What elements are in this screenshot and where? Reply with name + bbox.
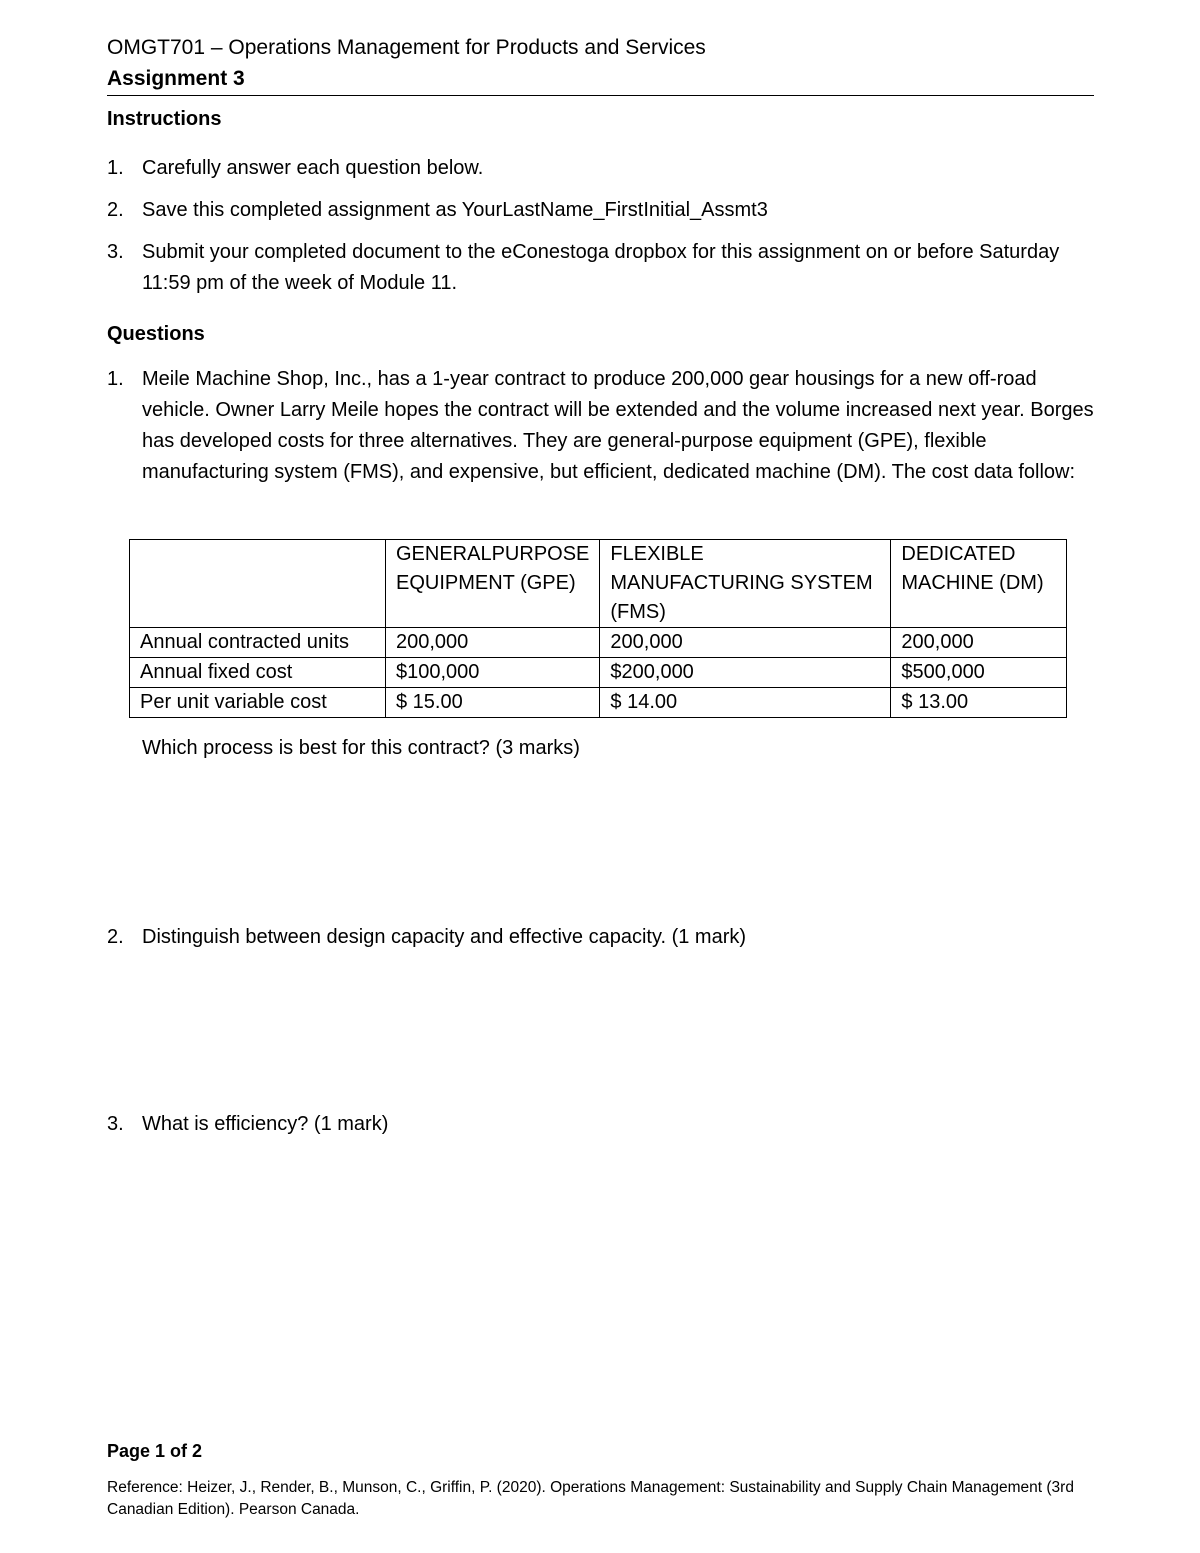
- instruction-text: Submit your completed document to the eConestoga dropbox for this assignment on or before Saturday 11:59 pm of the week of Module 11.: [142, 241, 1060, 294]
- row-label: Per unit variable cost: [130, 688, 386, 718]
- cost-data-table: [129, 539, 1067, 718]
- table-cell: $ 14.00: [600, 688, 891, 718]
- table-header-row: [130, 540, 1067, 628]
- course-title: OMGT701 – Operations Management for Products and Services: [107, 36, 706, 59]
- table-row: [130, 628, 1067, 658]
- instruction-text: Carefully answer each question below.: [142, 157, 484, 179]
- table-cell: $ 15.00: [386, 688, 600, 718]
- row-label: Annual fixed cost: [130, 658, 386, 688]
- table-header-cell: [130, 540, 386, 628]
- questions-heading: Questions: [107, 323, 205, 345]
- question-number: 1.: [107, 368, 124, 390]
- table-cell: 200,000: [891, 628, 1067, 658]
- header-divider: [107, 95, 1094, 96]
- row-label: Annual contracted units: [130, 628, 386, 658]
- reference-citation: Reference: Heizer, J., Render, B., Munson, C., Griffin, P. (2020). Operations Management: Sustainability and Supply Chain Management (3rd Canadian Edition). Pearson Canada.: [107, 1479, 1074, 1518]
- table-cell: $100,000: [386, 658, 600, 688]
- table-header-cell: FLEXIBLE MANUFACTURING SYSTEM (FMS): [600, 540, 891, 628]
- instruction-number: 2.: [107, 199, 124, 221]
- question-number: 2.: [107, 926, 124, 948]
- question-text: Meile Machine Shop, Inc., has a 1-year contract to produce 200,000 gear housings for a new off-road vehicle. Owner Larry Meile hopes the contract will be extended and the volume increased next year. Borges has developed costs for three alternatives. They are general-purpose equipment (GPE), flexible manufacturing system (FMS), and expensive, but efficient, dedicated machine (DM). The cost data follow:: [142, 368, 1094, 483]
- table-row: [130, 658, 1067, 688]
- table-header-cell: DEDICATED MACHINE (DM): [891, 540, 1067, 628]
- question-text: What is efficiency? (1 mark): [142, 1113, 389, 1135]
- question-1-prompt: Which process is best for this contract? (3 marks): [142, 737, 580, 759]
- page-number: Page 1 of 2: [107, 1441, 203, 1461]
- table-cell: 200,000: [386, 628, 600, 658]
- instructions-heading: Instructions: [107, 108, 222, 130]
- table-cell: 200,000: [600, 628, 891, 658]
- table-row: [130, 688, 1067, 718]
- table-cell: $ 13.00: [891, 688, 1067, 718]
- table-header-cell: GENERALPURPOSE EQUIPMENT (GPE): [386, 540, 600, 628]
- table-cell: $500,000: [891, 658, 1067, 688]
- instruction-number: 3.: [107, 241, 124, 263]
- instruction-text: Save this completed assignment as YourLastName_FirstInitial_Assmt3: [142, 199, 768, 221]
- table-cell: $200,000: [600, 658, 891, 688]
- question-number: 3.: [107, 1113, 124, 1135]
- question-text: Distinguish between design capacity and effective capacity. (1 mark): [142, 926, 747, 948]
- assignment-title: Assignment 3: [107, 67, 245, 90]
- instruction-number: 1.: [107, 157, 124, 179]
